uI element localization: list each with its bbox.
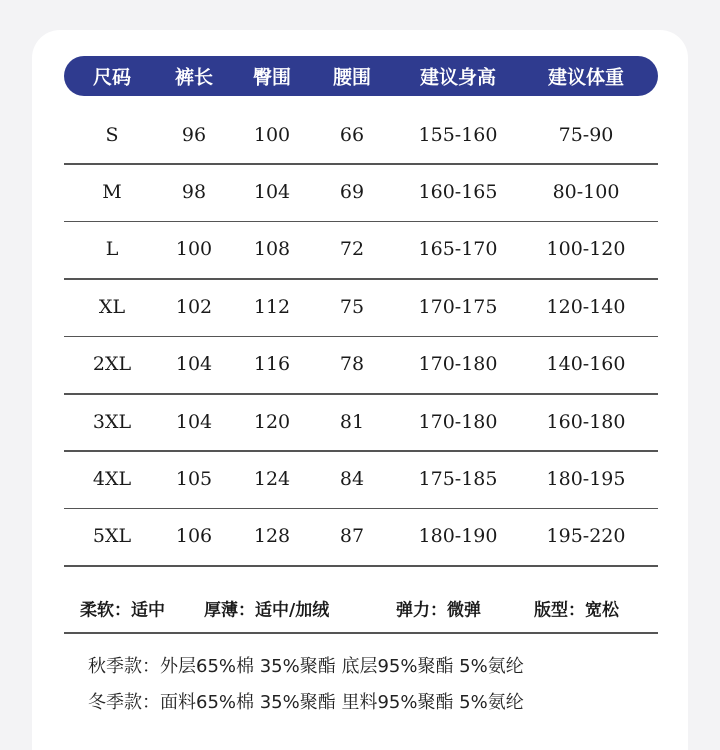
- table-cell: 116: [253, 353, 291, 376]
- property-item: 版型：宽松: [534, 600, 619, 621]
- table-cell: 120: [253, 410, 291, 433]
- header-cell: 建议身高: [419, 66, 497, 89]
- fabric-winter: 冬季款：面料65%棉 35%聚酯 里料95%聚酯 5%氨纶: [88, 692, 524, 713]
- table-cell: XL: [98, 295, 126, 318]
- table-cell: 180-190: [418, 525, 498, 548]
- table-cell: 98: [181, 180, 207, 203]
- table-cell: 104: [175, 410, 213, 433]
- table-cell: 72: [339, 238, 365, 261]
- header-cell: 腰围: [332, 66, 372, 89]
- table-cell: 140-160: [546, 353, 626, 376]
- table-cell: 2XL: [92, 353, 132, 376]
- table-cell: 170-180: [418, 353, 498, 376]
- table-cell: 3XL: [92, 410, 132, 433]
- table-cell: 170-175: [418, 295, 498, 318]
- header-cell: 建议体重: [547, 66, 625, 89]
- table-cell: 165-170: [418, 238, 498, 261]
- table-cell: 102: [175, 295, 213, 318]
- table-cell: 104: [253, 180, 291, 203]
- table-row: [64, 278, 658, 335]
- table-cell: 124: [253, 467, 291, 490]
- table-cell: 160-165: [418, 180, 498, 203]
- table-cell: 106: [175, 525, 213, 548]
- fabric-properties: [64, 588, 658, 628]
- table-cell: 160-180: [546, 410, 626, 433]
- table-cell: 80-100: [552, 180, 620, 203]
- table-cell: 96: [181, 123, 207, 146]
- table-row: [64, 106, 658, 163]
- property-item: 柔软：适中: [80, 600, 165, 621]
- row-divider: [64, 565, 658, 567]
- table-header: [64, 56, 658, 96]
- table-cell: 155-160: [418, 123, 498, 146]
- table-row: [64, 336, 658, 393]
- table-cell: 170-180: [418, 410, 498, 433]
- table-cell: 120-140: [546, 295, 626, 318]
- properties-divider: [64, 632, 658, 634]
- table-cell: 112: [253, 295, 291, 318]
- table-cell: 66: [339, 123, 365, 146]
- table-row: [64, 508, 658, 565]
- table-row: [64, 221, 658, 278]
- table-row: [64, 393, 658, 450]
- table-cell: 69: [339, 180, 365, 203]
- header-cell: 尺码: [92, 66, 132, 89]
- table-cell: 100: [175, 238, 213, 261]
- table-cell: M: [102, 180, 122, 203]
- table-cell: 75: [339, 295, 365, 318]
- fabric-autumn: 秋季款：外层65%棉 35%聚酯 底层95%聚酯 5%氨纶: [88, 656, 524, 677]
- table-cell: 128: [253, 525, 291, 548]
- table-cell: 100: [253, 123, 291, 146]
- table-cell: 195-220: [546, 525, 626, 548]
- table-cell: 104: [175, 353, 213, 376]
- table-cell: 4XL: [92, 467, 132, 490]
- table-cell: L: [105, 238, 119, 261]
- property-item: 厚薄：适中/加绒: [204, 600, 330, 621]
- table-cell: 105: [175, 467, 213, 490]
- property-item: 弹力：微弹: [396, 600, 481, 621]
- table-cell: S: [105, 123, 119, 146]
- header-cell: 臀围: [252, 66, 292, 89]
- table-cell: 100-120: [546, 238, 626, 261]
- table-cell: 180-195: [546, 467, 626, 490]
- table-row: [64, 450, 658, 507]
- table-cell: 175-185: [418, 467, 498, 490]
- table-cell: 81: [339, 410, 365, 433]
- table-cell: 78: [339, 353, 365, 376]
- table-cell: 5XL: [92, 525, 132, 548]
- table-cell: 84: [339, 467, 365, 490]
- table-row: [64, 163, 658, 220]
- table-cell: 87: [339, 525, 365, 548]
- table-cell: 108: [253, 238, 291, 261]
- header-cell: 裤长: [174, 66, 214, 89]
- table-cell: 75-90: [558, 123, 614, 146]
